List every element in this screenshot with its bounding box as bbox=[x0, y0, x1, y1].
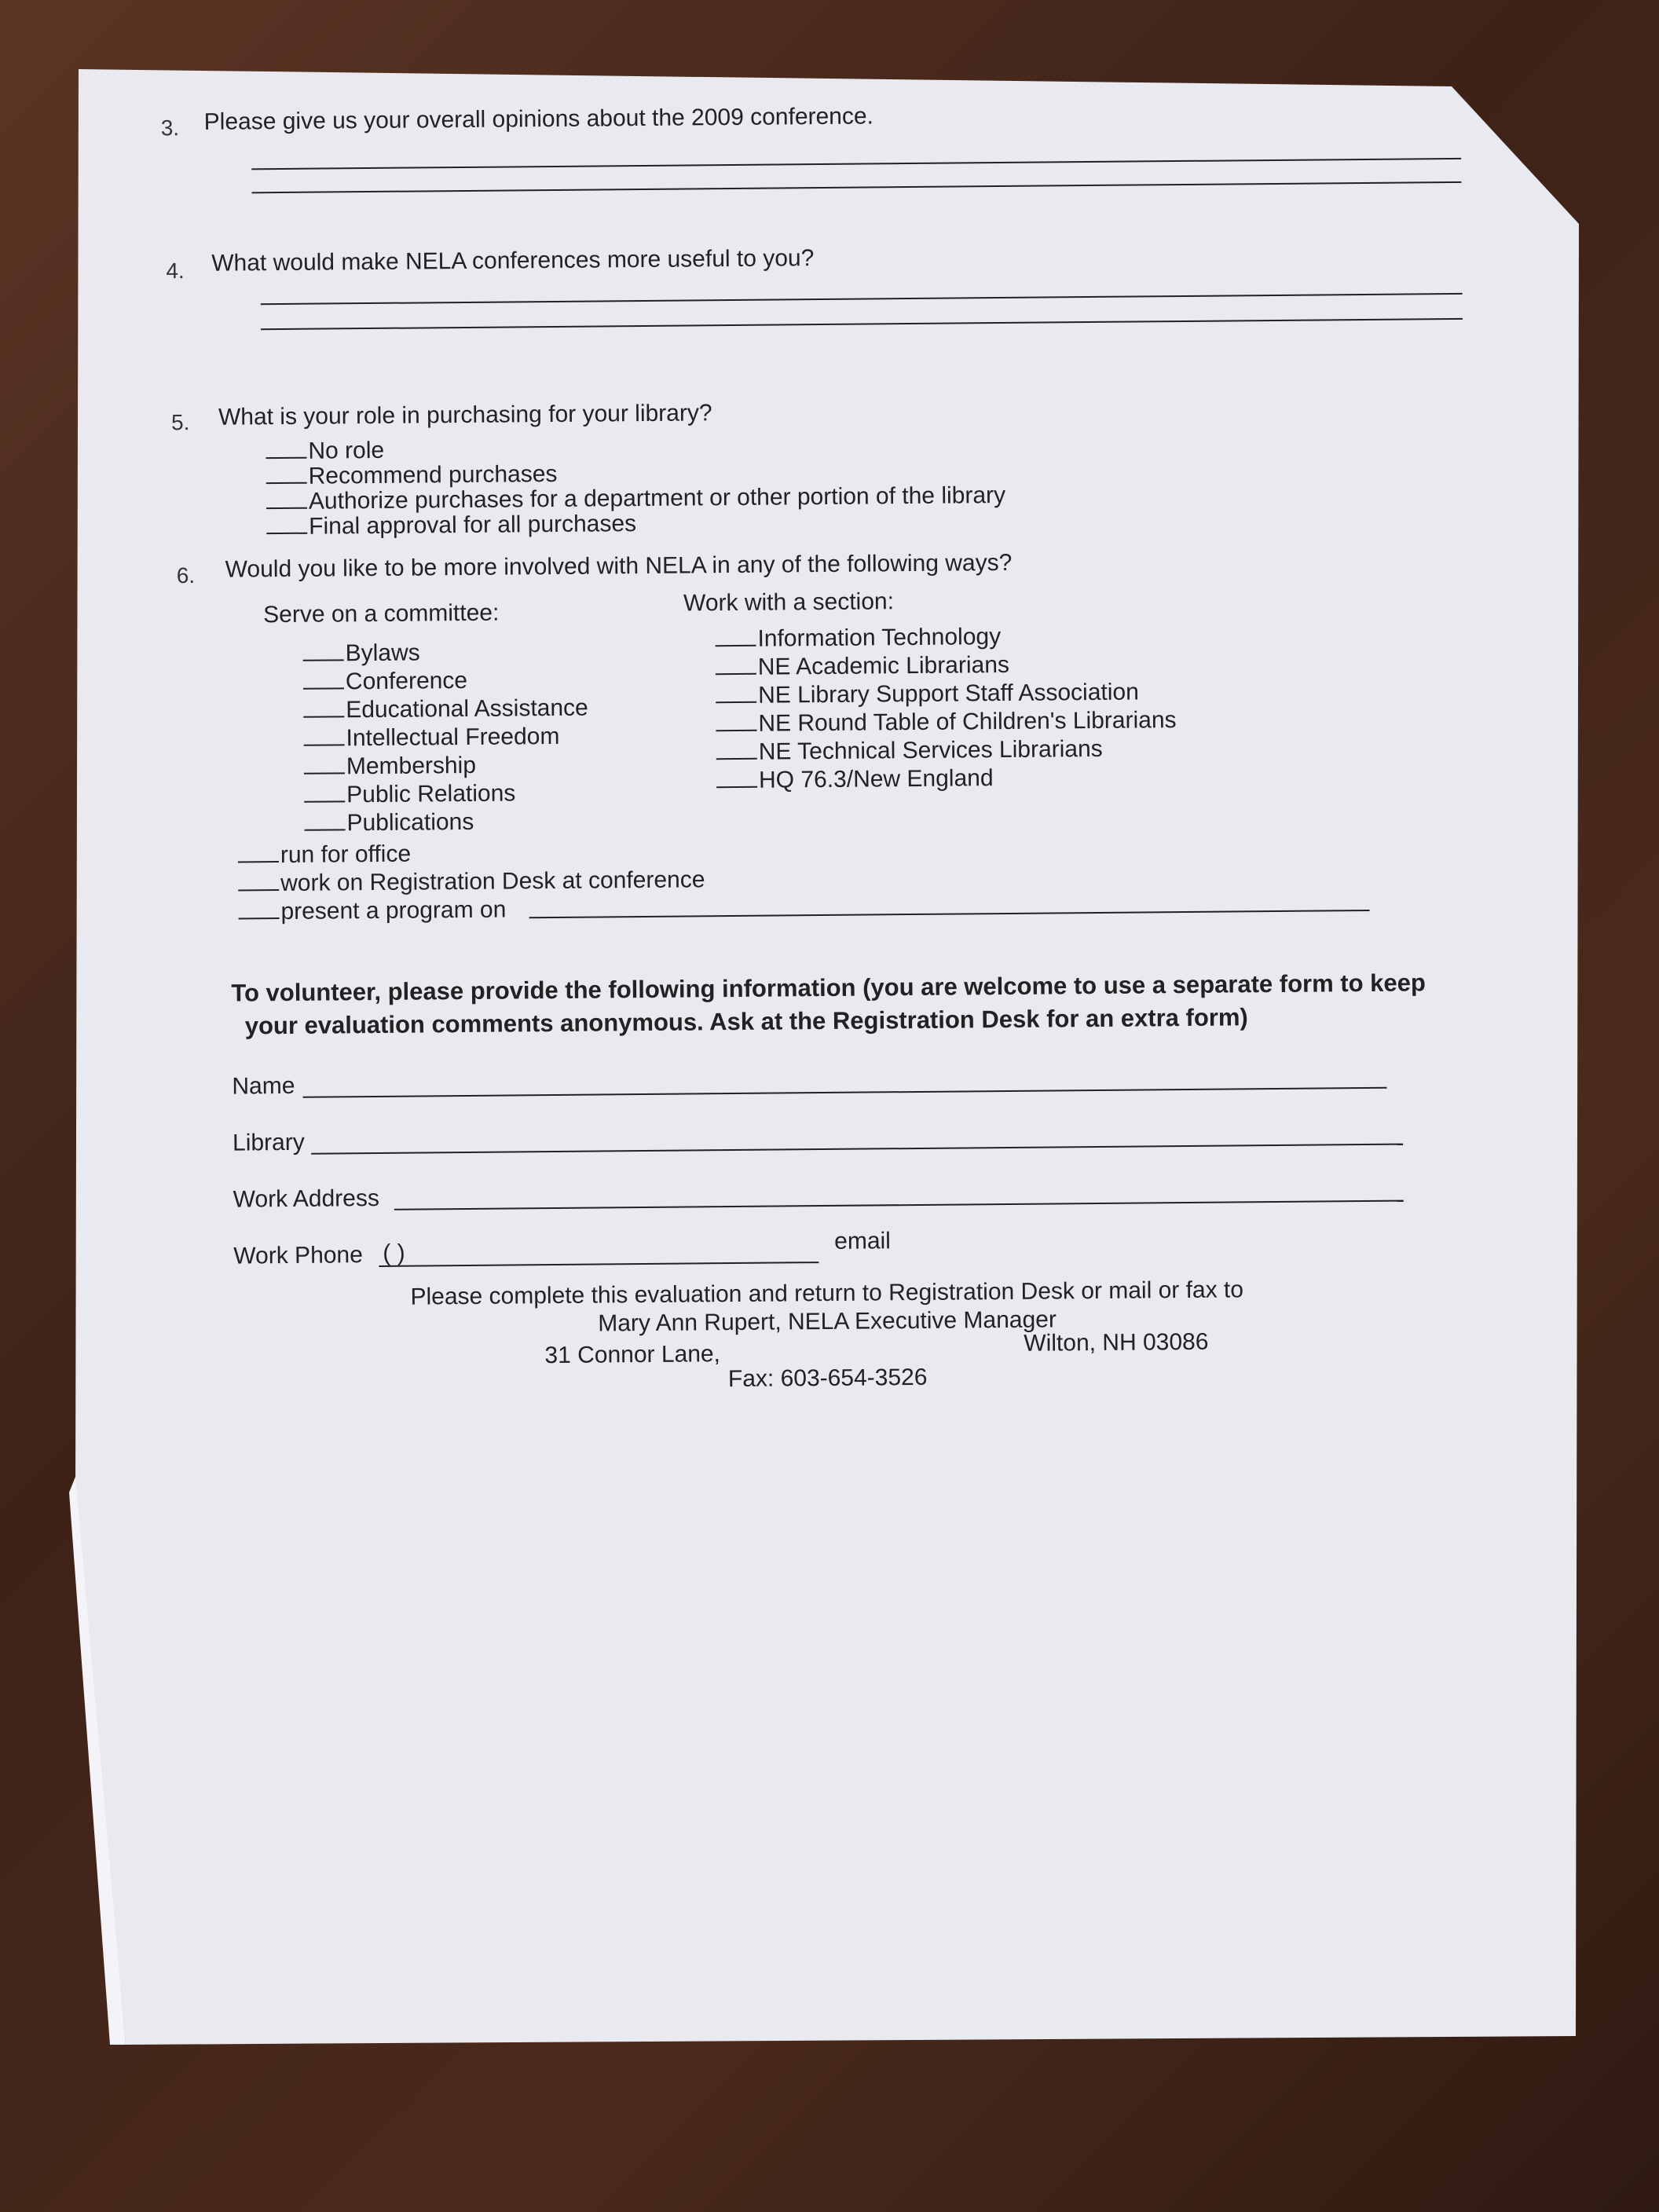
checkbox-blank[interactable] bbox=[266, 437, 306, 459]
answer-line[interactable] bbox=[261, 318, 1463, 330]
checkbox-blank[interactable] bbox=[266, 462, 306, 484]
checkbox-blank[interactable] bbox=[716, 653, 756, 675]
question-5-text: What is your role in purchasing for your library? bbox=[218, 400, 712, 430]
checkbox-blank[interactable] bbox=[303, 667, 344, 689]
question-4-number: 4. bbox=[166, 258, 185, 284]
section-option[interactable]: HQ 76.3/New England bbox=[716, 764, 994, 794]
work-address-field[interactable] bbox=[394, 1200, 1404, 1210]
answer-line[interactable] bbox=[251, 181, 1461, 193]
work-address-label: Work Address bbox=[233, 1185, 380, 1213]
work-phone-label: Work Phone bbox=[233, 1242, 363, 1269]
checkbox-blank[interactable] bbox=[302, 639, 343, 661]
form-content bbox=[70, 41, 1580, 2049]
checkbox-blank[interactable] bbox=[716, 766, 757, 788]
footer-line1: Please complete this evaluation and return to Registration Desk or mail or fax to bbox=[410, 1276, 1244, 1310]
q5-option[interactable]: Final approval for all purchases bbox=[266, 509, 636, 540]
checkbox-blank[interactable] bbox=[304, 752, 345, 774]
program-line[interactable] bbox=[529, 910, 1370, 918]
committee-option[interactable]: Conference bbox=[303, 666, 467, 696]
committee-option[interactable]: Publications bbox=[304, 808, 474, 837]
checkbox-blank[interactable] bbox=[238, 869, 279, 891]
answer-line[interactable] bbox=[251, 158, 1461, 170]
volunteer-instructions-line1: To volunteer, please provide the following information (you are welcome to use a separate form to keep bbox=[231, 969, 1426, 1007]
section-option[interactable]: NE Library Support Staff Association bbox=[716, 677, 1139, 709]
committee-option[interactable]: Educational Assistance bbox=[303, 694, 588, 724]
other-option[interactable]: present a program on bbox=[238, 895, 506, 926]
name-field[interactable] bbox=[303, 1087, 1387, 1098]
checkbox-blank[interactable] bbox=[715, 624, 756, 646]
checkbox-blank[interactable] bbox=[304, 780, 345, 802]
checkbox-blank[interactable] bbox=[716, 738, 757, 760]
section-heading: Work with a section: bbox=[683, 588, 895, 617]
name-label: Name bbox=[232, 1072, 295, 1100]
question-5-number: 5. bbox=[170, 410, 190, 435]
phone-area-code[interactable]: ( ) bbox=[383, 1240, 405, 1266]
committee-option[interactable]: Intellectual Freedom bbox=[303, 722, 559, 753]
checkbox-blank[interactable] bbox=[303, 723, 344, 745]
question-6-text: Would you like to be more involved with NELA in any of the following ways? bbox=[225, 549, 1013, 583]
question-3-text: Please give us your overall opinions about the 2009 conference. bbox=[203, 103, 874, 135]
q5-option[interactable]: Authorize purchases for a department or other portion of the library bbox=[266, 481, 1005, 515]
committee-option[interactable]: Public Relations bbox=[304, 778, 515, 808]
question-4-text: What would make NELA conferences more useful to you? bbox=[211, 245, 815, 276]
other-option[interactable]: work on Registration Desk at conference bbox=[238, 865, 705, 897]
footer-city: Wilton, NH 03086 bbox=[1024, 1328, 1209, 1357]
work-phone-field[interactable] bbox=[379, 1262, 819, 1267]
section-option[interactable]: NE Technical Services Librarians bbox=[716, 734, 1103, 766]
checkbox-blank[interactable] bbox=[266, 512, 307, 534]
q5-option[interactable]: Recommend purchases bbox=[266, 460, 557, 490]
volunteer-instructions-line2: your evaluation comments anonymous. Ask at the Registration Desk for an extra form) bbox=[244, 1003, 1248, 1040]
question-6-number: 6. bbox=[176, 562, 196, 588]
footer-fax: Fax: 603-654-3526 bbox=[727, 1364, 928, 1393]
email-label: email bbox=[834, 1228, 892, 1254]
footer-street: 31 Connor Lane, bbox=[544, 1341, 721, 1369]
committee-heading: Serve on a committee: bbox=[263, 599, 500, 628]
checkbox-blank[interactable] bbox=[716, 709, 756, 731]
footer-line2: Mary Ann Rupert, NELA Executive Manager bbox=[598, 1306, 1057, 1337]
committee-option[interactable]: Bylaws bbox=[302, 638, 419, 667]
checkbox-blank[interactable] bbox=[304, 808, 345, 830]
answer-line[interactable] bbox=[261, 293, 1463, 305]
checkbox-blank[interactable] bbox=[716, 681, 756, 703]
library-label: Library bbox=[232, 1129, 305, 1156]
committee-option[interactable]: Membership bbox=[304, 751, 476, 781]
checkbox-blank[interactable] bbox=[238, 897, 279, 919]
other-option[interactable]: run for office bbox=[238, 840, 412, 870]
section-option[interactable]: NE Round Table of Children's Librarians bbox=[716, 705, 1176, 738]
library-field[interactable] bbox=[311, 1144, 1403, 1155]
section-option[interactable]: Information Technology bbox=[715, 622, 1001, 653]
question-3-number: 3. bbox=[160, 115, 180, 141]
checkbox-blank[interactable] bbox=[303, 695, 344, 717]
section-option[interactable]: NE Academic Librarians bbox=[716, 650, 1009, 681]
checkbox-blank[interactable] bbox=[266, 487, 307, 509]
checkbox-blank[interactable] bbox=[238, 840, 279, 862]
q5-option[interactable]: No role bbox=[266, 436, 384, 465]
